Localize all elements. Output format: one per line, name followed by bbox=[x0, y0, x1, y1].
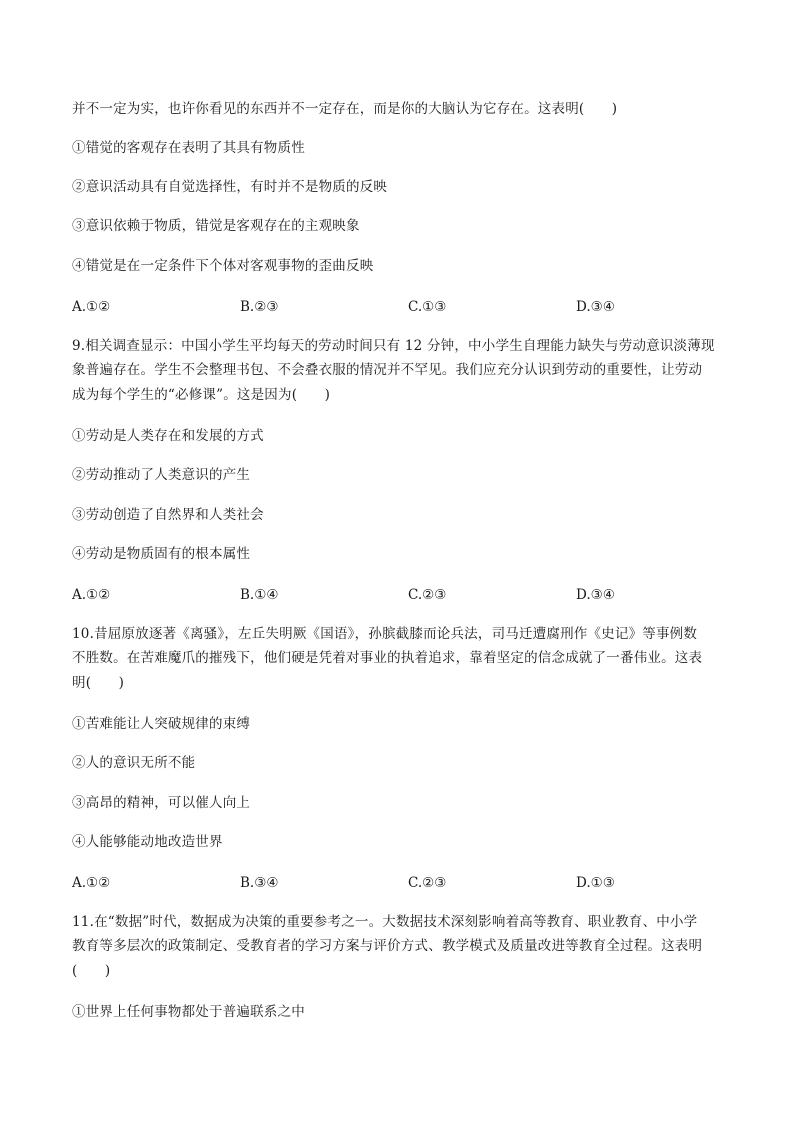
q8-statement-3: ③意识依赖于物质，错觉是客观存在的主观映象 bbox=[72, 218, 360, 234]
q8-stem-tail: 并不一定为实，也许你看见的东西并不一定存在，而是你的大脑认为它存在。这表明( ) bbox=[72, 101, 618, 117]
q8-statement-1: ①错觉的客观存在表明了其具有物质性 bbox=[72, 140, 305, 156]
q11-stem-line-3: ( ) bbox=[72, 963, 111, 979]
q10-option-d: D.①③ bbox=[576, 875, 615, 891]
q11-statement-1: ①世界上任何事物都处于普遍联系之中 bbox=[72, 1004, 305, 1020]
q9-option-b: B.①④ bbox=[240, 587, 279, 603]
q8-option-c: C.①③ bbox=[408, 299, 447, 315]
q9-statement-2: ②劳动推动了人类意识的产生 bbox=[72, 467, 251, 483]
q10-statement-2: ②人的意识无所不能 bbox=[72, 755, 196, 771]
q9-statement-4: ④劳动是物质固有的根本属性 bbox=[72, 546, 251, 562]
q10-option-a: A.①② bbox=[72, 875, 111, 891]
q11-stem-line-2: 教育等多层次的政策制定、受教育者的学习方案与评价方式、教学模式及质量改进等教育全过程。这表明 bbox=[72, 938, 703, 954]
q10-option-c: C.②③ bbox=[408, 875, 447, 891]
q8-option-d: D.③④ bbox=[576, 299, 615, 315]
q10-statement-3: ③高昂的精神，可以催人向上 bbox=[72, 795, 251, 811]
q8-option-b: B.②③ bbox=[240, 299, 279, 315]
q8-statement-2: ②意识活动具有自觉选择性，有时并不是物质的反映 bbox=[72, 179, 388, 195]
q10-option-b: B.③④ bbox=[240, 875, 279, 891]
q10-statement-1: ①苦难能让人突破规律的束缚 bbox=[72, 716, 251, 732]
q9-stem-line-2: 象普遍存在。学生不会整理书包、不会叠衣服的情况并不罕见。我们应充分认识到劳动的重要性，让劳动 bbox=[72, 362, 703, 378]
q9-option-a: A.①② bbox=[72, 587, 111, 603]
q9-statement-1: ①劳动是人类存在和发展的方式 bbox=[72, 428, 264, 444]
q10-statement-4: ④人能够能动地改造世界 bbox=[72, 834, 223, 850]
q9-stem-line-3: 成为每个学生的“必修课”。这是因为( ) bbox=[72, 387, 331, 403]
q9-statement-3: ③劳动创造了自然界和人类社会 bbox=[72, 507, 264, 523]
q10-stem-line-2: 不胜数。在苦难魔爪的摧残下，他们硬是凭着对事业的执着追求，靠着坚定的信念成就了一番伟业。这表 bbox=[72, 650, 703, 666]
q10-stem-line-1: 10.昔屈原放逐著《离骚》，左丘失明厥《国语》，孙膑截膝而论兵法，司马迁遭腐刑作《史记》等事例数 bbox=[72, 626, 698, 642]
q9-stem-line-1: 9.相关调查显示：中国小学生平均每天的劳动时间只有 12 分钟，中小学生自理能力缺失与劳动意识淡薄现 bbox=[72, 338, 715, 354]
q9-option-c: C.②③ bbox=[408, 587, 447, 603]
q11-stem-line-1: 11.在“数据”时代，数据成为决策的重要参考之一。大数据技术深刻影响着高等教育、职业教育、中小学 bbox=[72, 914, 698, 930]
q8-statement-4: ④错觉是在一定条件下个体对客观事物的歪曲反映 bbox=[72, 258, 374, 274]
q8-option-a: A.①② bbox=[72, 299, 111, 315]
q9-option-d: D.③④ bbox=[576, 587, 615, 603]
q10-stem-line-3: 明( ) bbox=[72, 675, 125, 691]
